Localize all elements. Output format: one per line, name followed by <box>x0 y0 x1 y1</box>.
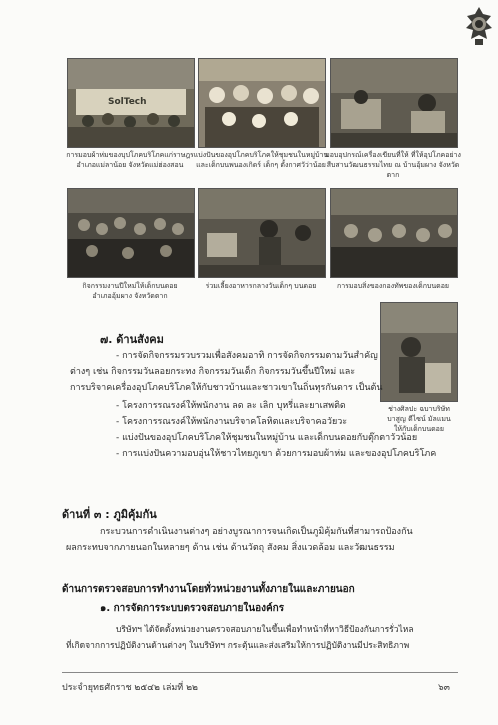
footer-divider <box>62 672 458 673</box>
section-3-title: ด้านที่ ๓ : ภูมิคุ้มกัน <box>62 508 157 521</box>
photo-2-caption <box>193 150 329 170</box>
photo-5 <box>198 188 326 278</box>
caption-line: บาสูญ ดีไซน์ มัลแมน <box>387 415 451 423</box>
photo-banner-text: SolTech <box>108 97 147 107</box>
caption-line: แบ่งปันของอุปโภคบริโภคให้ชุมชนในหมู่บ้าน <box>193 151 329 159</box>
bullet-text: แบ่งปันของอุปโภคบริโภคให้ชุมชนในหมู่บ้าน และเด็กบนดอยกับตุ๊กตาวัวน้อย <box>122 433 418 443</box>
caption-line: มอบอุปกรณ์เครื่องเขียนที่ให้ ที่ให้อุปโภคอย่าง <box>325 151 461 159</box>
section-7-title: ๗. ด้านสังคม <box>100 333 164 346</box>
audit-line-1: บริษัทฯ ได้จัดตั้งหน่วยงานตรวจสอบภายในขึ้นเพื่อทำหน้าที่หาวิธีป้องกันการรั่วไหล <box>116 625 414 635</box>
photo-4-caption <box>62 281 198 301</box>
section-3-line-2: ผลกระทบจากภายนอกในหลายๆ ด้าน เช่น ด้านวัตถุ สังคม สิ่งแวดล้อม และวัฒนธรรม <box>66 543 395 553</box>
section-7-intro-line-2: ต่างๆ เช่น กิจกรรมวันลอยกระทง กิจกรรมวันเด็ก กิจกรรมวันขึ้นปีใหม่ และ <box>70 367 356 377</box>
caption-line: สืบสานวัฒนธรรมไทย ณ บ้านอุ้มผาง จังหวัดตาก <box>326 161 460 179</box>
photo-3 <box>330 58 458 148</box>
bullet-item: - โครงการรณรงค์ให้พนักงาน ลด ละ เลิก บุหรี่และยาเสพติด <box>116 401 346 411</box>
audit-subtitle: ๑. การจัดการระบบตรวจสอบภายในองค์กร <box>100 603 285 614</box>
photo-5-caption <box>193 281 329 291</box>
caption-line: การมอบผ้าห่มของบุปโภคบริโภคแก่ราษฎร <box>66 151 194 159</box>
audit-line-2: ที่เกิดจากการปฏิบัติงานด้านต่างๆ ในบริษัทฯ กระตุ้นและส่งเสริมให้การปฏิบัติงานมีประสิทธิภาพ <box>66 641 410 651</box>
section-7-intro-line-1: - การจัดกิจกรรมรวบรวมเพื่อสังคมอาทิ การจัดกิจกรรมตามวันสำคัญ <box>116 351 378 361</box>
caption-line: ร่วมเลี้ยงอาหารกลางวันเด็กๆ บนดอย <box>205 282 317 290</box>
photo-6-caption <box>325 281 461 291</box>
section-7-intro-line-3: การบริจาคเครื่องอุปโภคบริโภคให้กับชาวบ้านและชาวเขาในถิ่นทุรกันดาร เป็นต้น <box>70 383 383 393</box>
caption-line: การมอบสิ่งของกองทัพของเด็กบนดอย <box>336 282 450 290</box>
caption-line: อำเภออุ้มผาง จังหวัดตาก <box>92 292 168 300</box>
bullet-text: การแบ่งปันความอบอุ่นให้ชาวไทยภูเขา ด้วยการมอบผ้าห่ม และของอุปโภคบริโภค <box>122 449 437 459</box>
bullet-text: โครงการรณรงค์ให้พนักงาน ลด ละ เลิก บุหรี่และยาเสพติด <box>122 401 346 411</box>
audit-section-title: ด้านการตรวจสอบการทำงานโดยทั่วหน่วยงานทั้งภายในและภายนอก <box>62 584 355 595</box>
bullet-item: - การแบ่งปันความอบอุ่นให้ชาวไทยภูเขา ด้วยการมอบผ้าห่ม และของอุปโภคบริโภค <box>116 449 437 459</box>
royal-emblem-icon <box>464 6 494 46</box>
bullet-text: โครงการรณรงค์ให้พนักงานบริจาคโลหิตและบริจาคอวัยวะ <box>122 417 348 427</box>
caption-line: กิจกรรมงานปีใหม่ให้เด็กบนดอย <box>82 282 178 290</box>
bullet-item: - โครงการรณรงค์ให้พนักงานบริจาคโลหิตและบริจาคอวัยวะ <box>116 417 348 427</box>
page-number: ๖๓ <box>438 683 450 693</box>
caption-line: ให้กับเด็กบนดอย <box>394 425 444 433</box>
footer-text: ประจำยุทธศักราช ๒๕๔๒ เล่มที่ ๒๒ <box>62 683 198 693</box>
photo-7 <box>380 302 458 402</box>
photo-6 <box>330 188 458 278</box>
section-3-line-1: กระบวนการดำเนินงานต่างๆ อย่างบูรณาการจนเกิดเป็นภูมิคุ้มกันที่สามารถป้องกัน <box>100 527 413 537</box>
photo-4 <box>67 188 195 278</box>
bullet-item: - แบ่งปันของอุปโภคบริโภคให้ชุมชนในหมู่บ้าน และเด็กบนดอยกับตุ๊กตาวัวน้อย <box>116 433 418 443</box>
photo-3-caption <box>325 150 461 180</box>
caption-line: และเด็กบนพนองเกิดร์ เด็กๆ ตั้งกาศวัว่าน้อย <box>196 161 326 169</box>
caption-line: อำเภอแม่ลาน้อย จังหวัดแม่ฮ่องสอน <box>76 161 184 169</box>
caption-line: ช่างศิลปะ ฉบาบริษัท <box>388 405 450 413</box>
photo-1-caption <box>62 150 198 170</box>
photo-1 <box>67 58 195 148</box>
photo-2 <box>198 58 326 148</box>
